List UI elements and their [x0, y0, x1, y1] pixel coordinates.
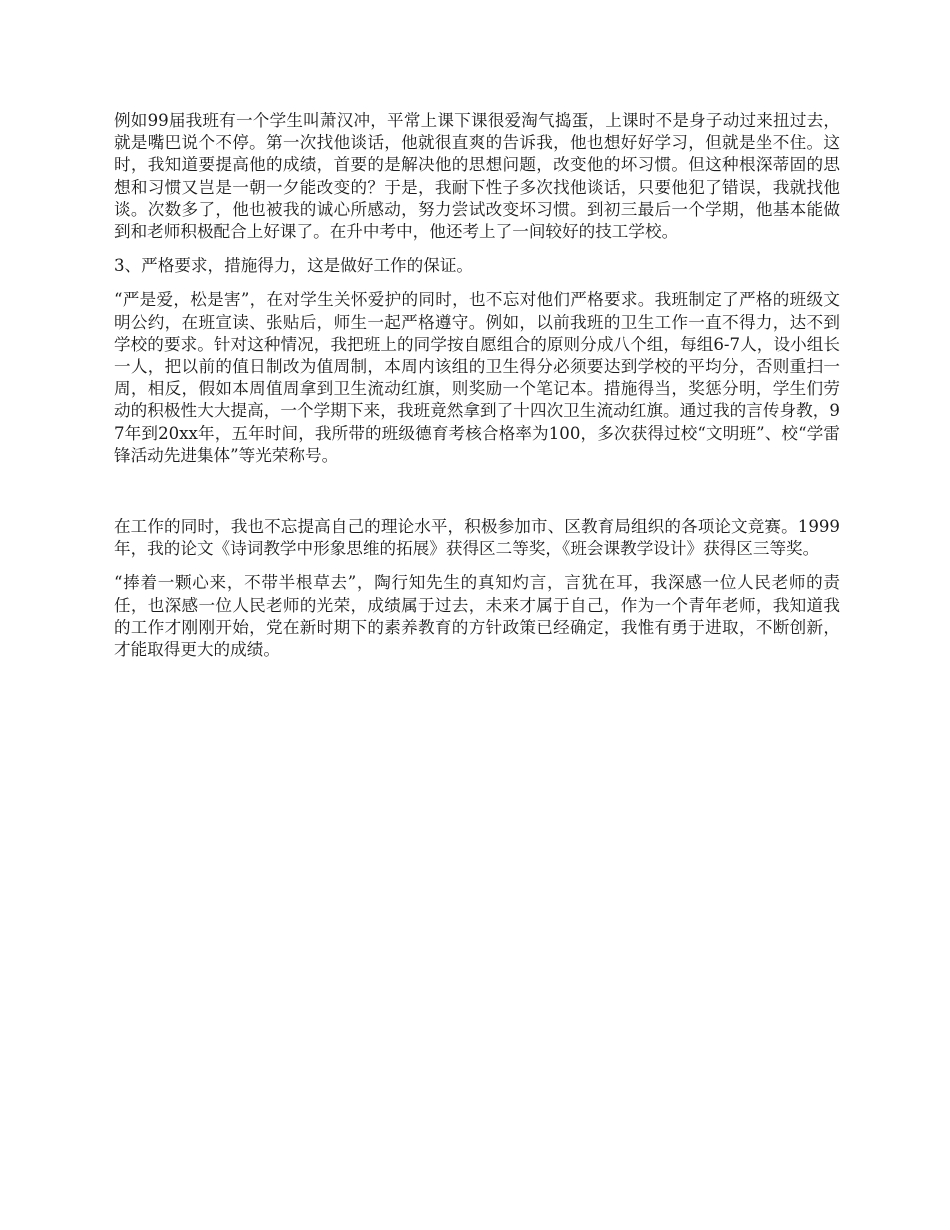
paragraph-section-3-heading: 3、严格要求，措施得力，这是做好工作的保证。 [114, 256, 474, 276]
document-body [114, 110, 840, 661]
paragraph-strict-requirements: “严是爱，松是害”，在对学生关怀爱护的同时，也不忘对他们严格要求。我班制定了严格的班级文明公约，在班宣读、张贴后，师生一起严格遵守。例如，以前我班的卫生工作一直不得力，达不到学校的要求。针对这种情况，我把班上的同学按自愿组合的原则分成八个组，每组6-7人，设小组长一人，把以前的值日制改为值周制，本周内该组的卫生得分必须要达到学校的平均分，否则重扫一周，相反，假如本周值周拿到卫生流动红旗，则奖励一个笔记本。措施得当，奖惩分明，学生们劳动的积极性大大提高，一个学期下来，我班竟然拿到了十四次卫生流动红旗。通过我的言传身教，97年到20xx年，五年时间，我所带的班级德育考核合格率为100，多次获得过校“文明班”、校“学雷锋活动先进集体”等光荣称号。 [114, 290, 840, 465]
paragraph-student-example: 例如99届我班有一个学生叫萧汉冲，平常上课下课很爱淘气捣蛋，上课时不是身子动过来扭过去，就是嘴巴说个不停。第一次找他谈话，他就很直爽的告诉我，他也想好好学习，但就是坐不住。这时，我知道要提高他的成绩，首要的是解决他的思想问题，改变他的坏习惯。但这种根深蒂固的思想和习惯又岂是一朝一夕能改变的？于是，我耐下性子多次找他谈话，只要他犯了错误，我就找他谈。次数多了，他也被我的诚心所感动，努力尝试改变坏习惯。到初三最后一个学期，他基本能做到和老师积极配合上好课了。在升中考中，他还考上了一间较好的技工学校。 [114, 111, 840, 242]
paragraph-conclusion: “捧着一颗心来，不带半根草去”，陶行知先生的真知灼言，言犹在耳，我深感一位人民老师的责任，也深感一位人民老师的光荣，成绩属于过去，未来才属于自己，作为一个青年老师，我知道我的工作才刚刚开始，党在新时期下的素养教育的方针政策已经确定，我惟有勇于进取，不断创新，才能取得更大的成绩。 [114, 573, 840, 660]
paragraph-theory-level: 在工作的同时，我也不忘提高自己的理论水平，积极参加市、区教育局组织的各项论文竞赛。1999年，我的论文《诗词教学中形象思维的拓展》获得区二等奖，《班会课教学设计》获得区三等奖。 [114, 517, 840, 559]
